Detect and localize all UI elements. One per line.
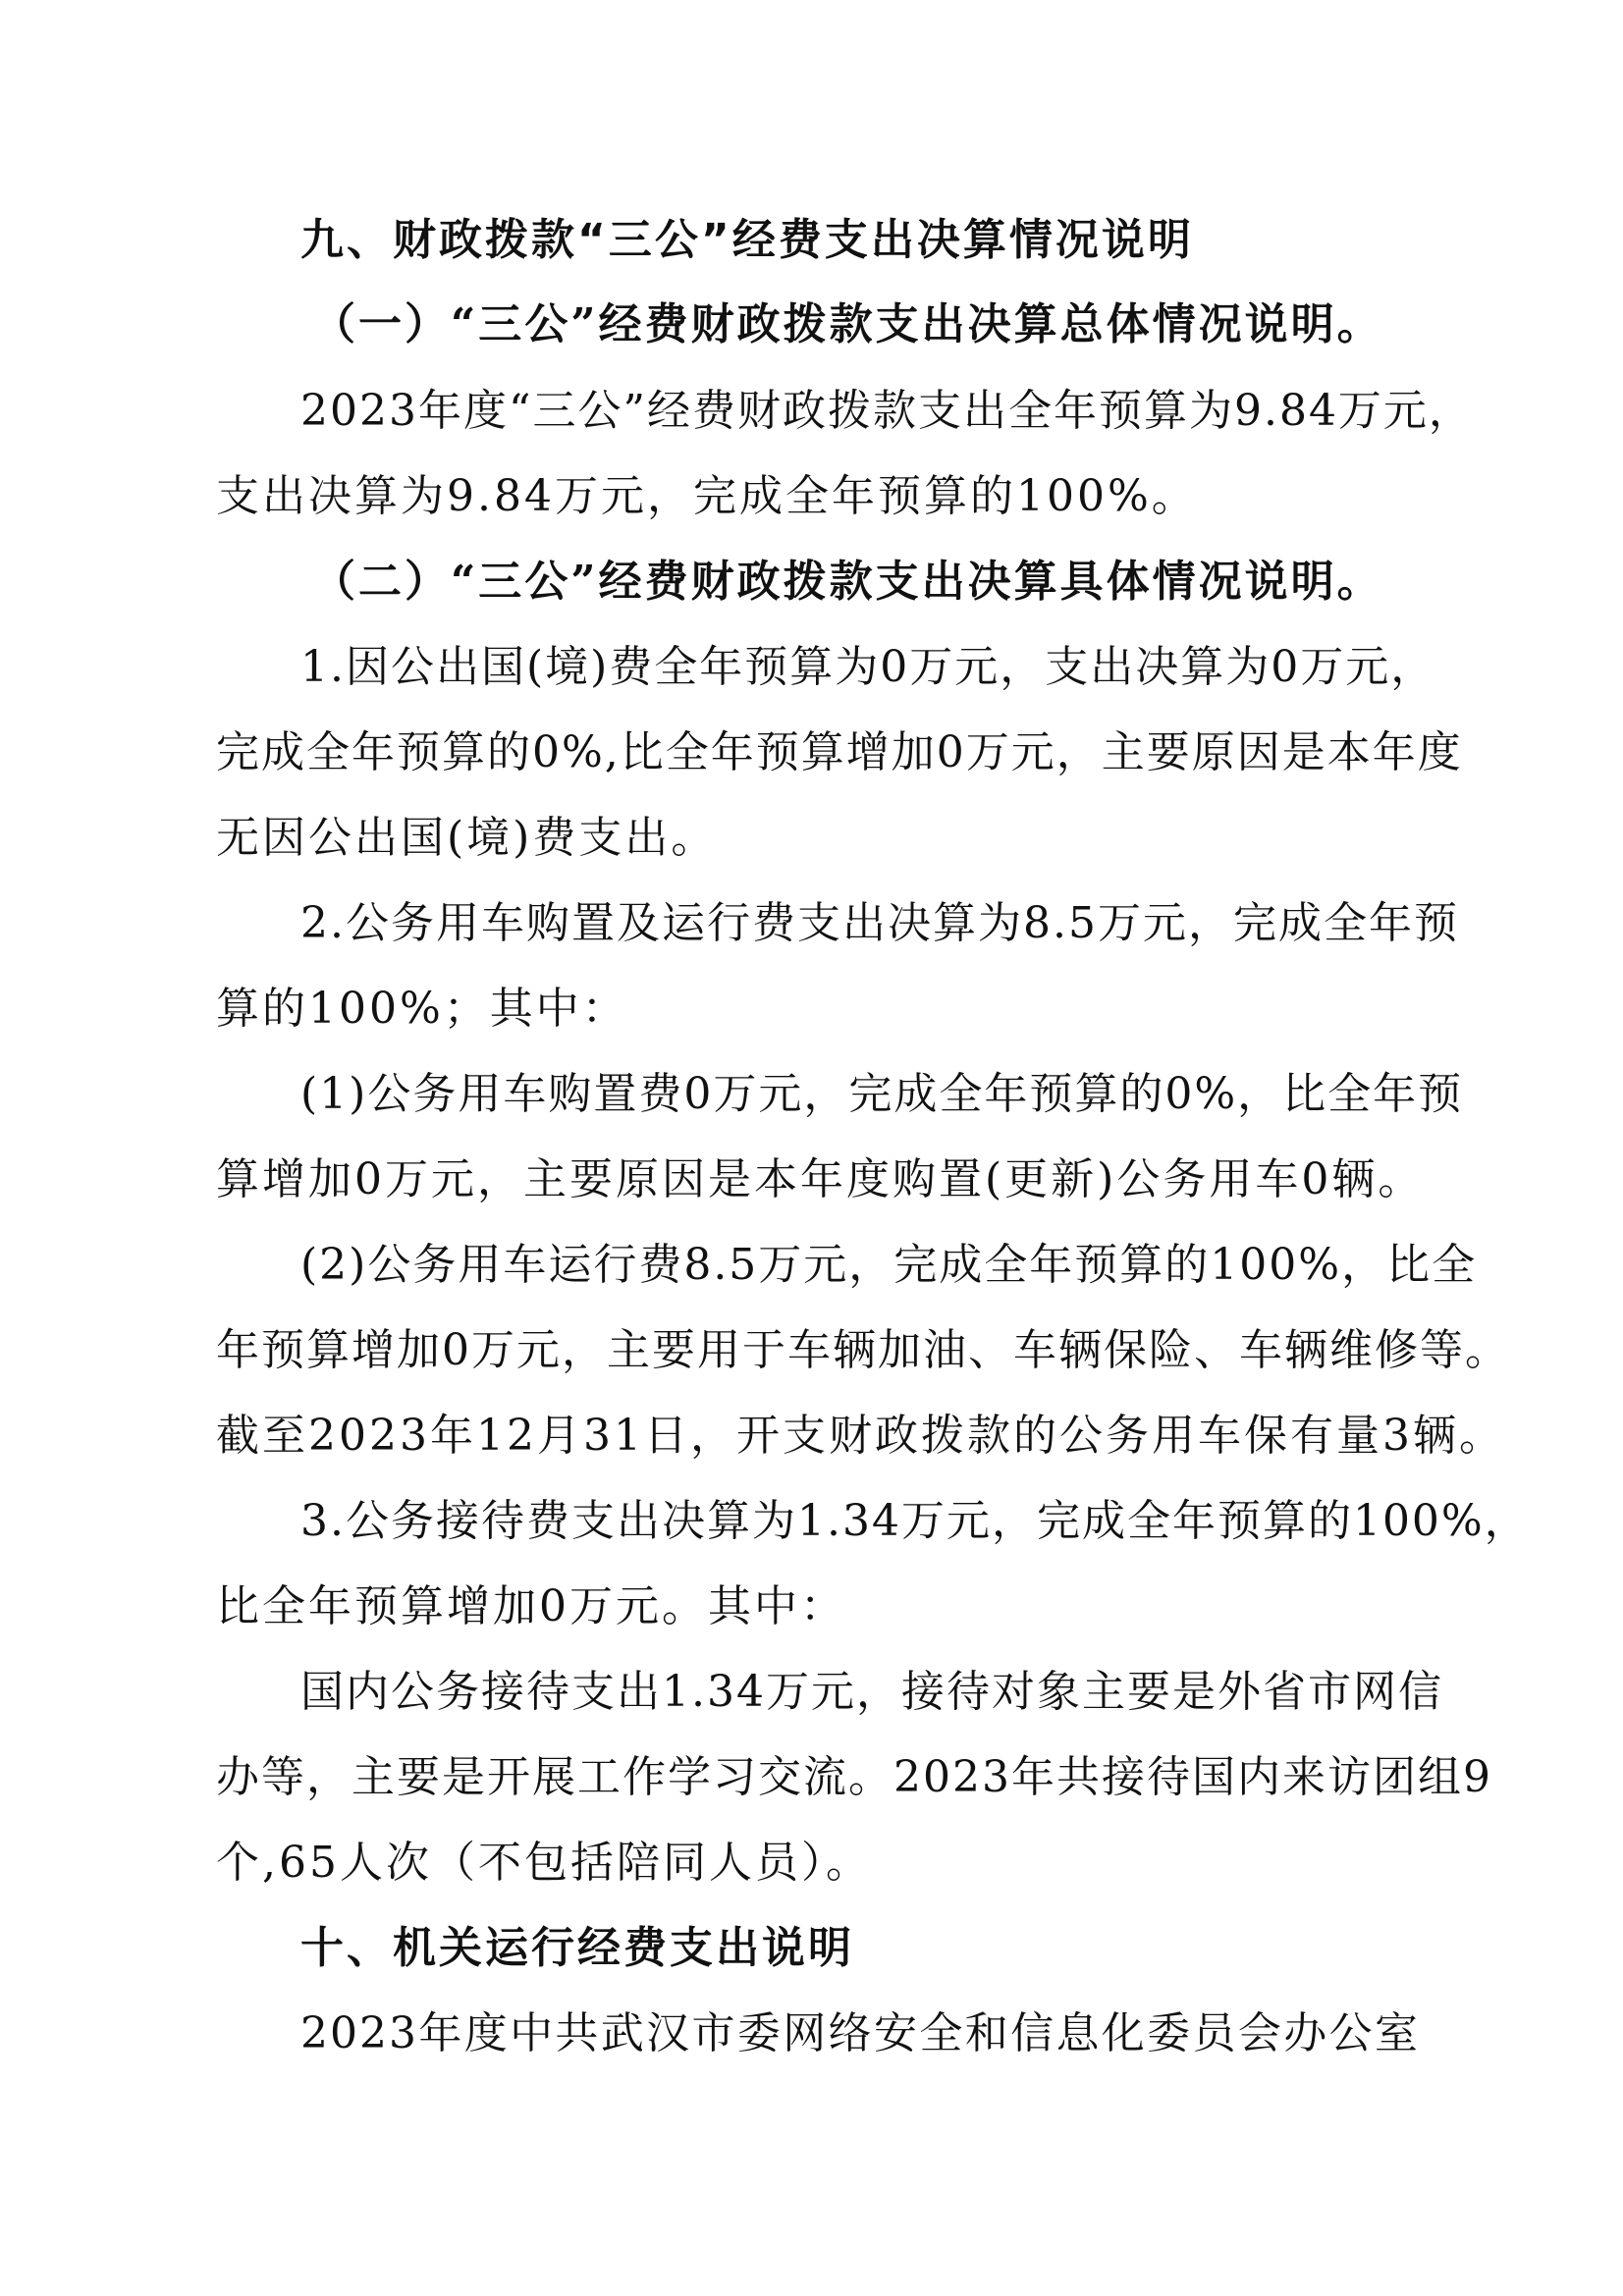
paragraph-line: (1)公务用车购置费0万元，完成全年预算的0%，比全年预 (300, 1069, 1464, 1119)
paragraph-line: 比全年预算增加0万元。其中： (216, 1581, 846, 1631)
paragraph-line: 完成全年预算的0%,比全年预算增加0万元，主要原因是本年度 (216, 727, 1463, 777)
paragraph-line: 办等，主要是开展工作学习交流。2023年共接待国内来访团组9 (216, 1752, 1492, 1802)
paragraph-line: 2023年度“三公”经费财政拨款支出全年预算为9.84万元， (300, 386, 1474, 436)
paragraph-line: 截至2023年12月31日，开支财政拨款的公务用车保有量3辆。 (216, 1411, 1505, 1461)
paragraph-line: 国内公务接待支出1.34万元，接待对象主要是外省市网信 (300, 1667, 1443, 1717)
paragraph-line: (2)公务用车运行费8.5万元，完成全年预算的100%，比全 (300, 1240, 1478, 1290)
paragraph-line: 支出决算为9.84万元，完成全年预算的100%。 (216, 471, 1198, 521)
paragraph-line: 无因公出国(境)费支出。 (216, 813, 718, 863)
paragraph-line: 2023年度中共武汉市委网络安全和信息化委员会办公室 (300, 2008, 1420, 2058)
paragraph-line: 算的100%；其中： (216, 984, 628, 1034)
paragraph-line: 个,65人次（不包括陪同人员）。 (216, 1838, 872, 1888)
section-9-subheading-1: （一）“三公”经费财政拨款支出决算总体情况说明。 (312, 299, 1383, 349)
section-9-heading: 九、财政拨款“三公”经费支出决算情况说明 (300, 215, 1194, 265)
section-9-subheading-2: （二）“三公”经费财政拨款支出决算具体情况说明。 (312, 557, 1383, 607)
section-10-heading: 十、机关运行经费支出说明 (300, 1923, 854, 1973)
paragraph-line: 1.因公出国(境)费全年预算为0万元，支出决算为0万元， (300, 642, 1436, 692)
paragraph-line: 年预算增加0万元，主要用于车辆加油、车辆保险、车辆维修等。 (216, 1325, 1510, 1375)
paragraph-line: 算增加0万元，主要原因是本年度购置(更新)公务用车0辆。 (216, 1154, 1425, 1204)
paragraph-line: 2.公务用车购置及运行费支出决算为8.5万元，完成全年预 (300, 898, 1459, 948)
paragraph-line: 3.公务接待费支出决算为1.34万元，完成全年预算的100%， (300, 1496, 1530, 1546)
